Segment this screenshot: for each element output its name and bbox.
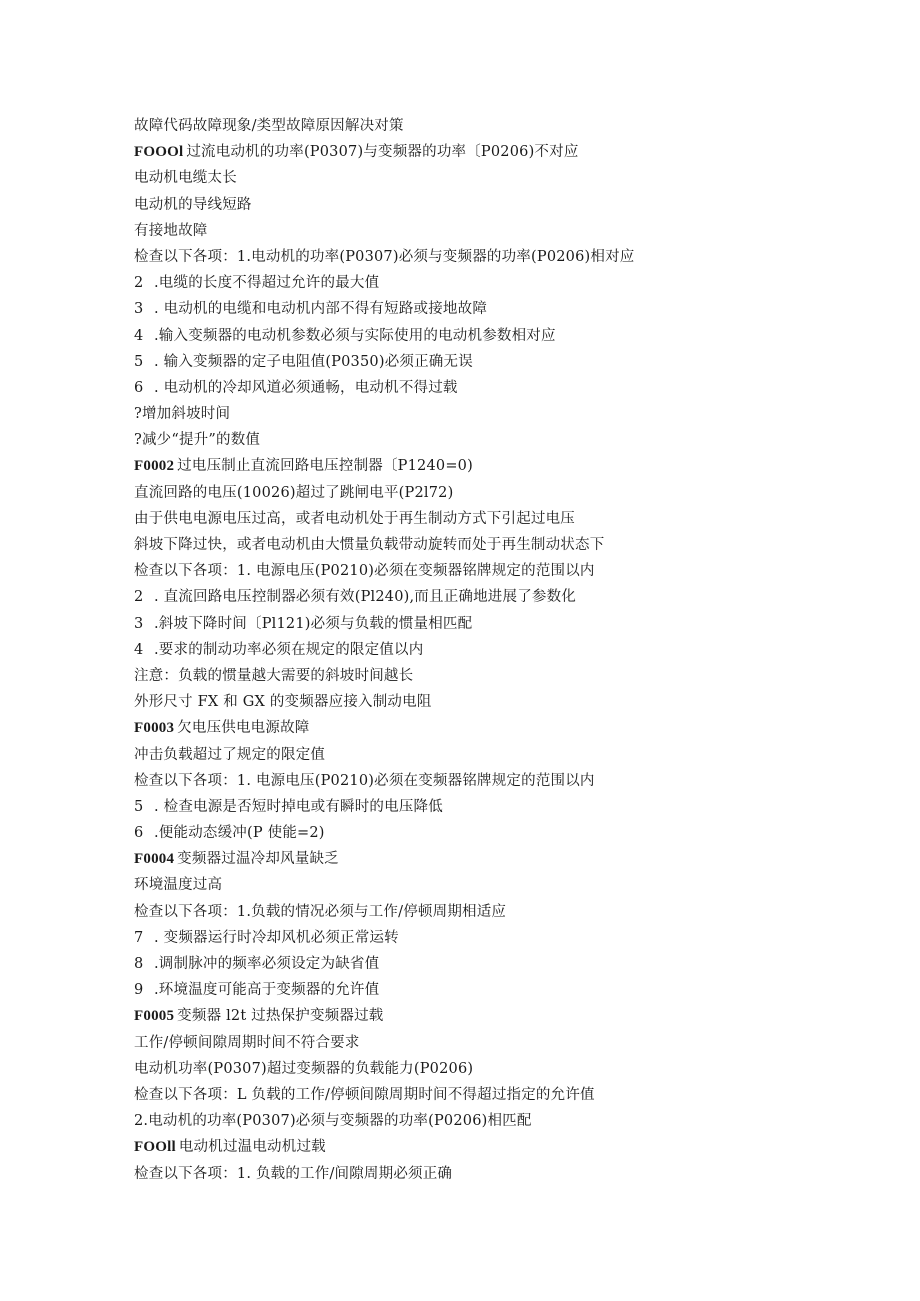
item-number: 7: [134, 929, 144, 946]
fault-code: FOOOl: [134, 144, 184, 161]
item-number: 6: [134, 825, 144, 842]
numbered-item: [134, 951, 854, 977]
text-line: 直流回路的电压(10026)超过了跳闸电平(P2l72): [134, 484, 454, 501]
text-line: ?减少“提升”的数值: [134, 432, 261, 449]
numbered-item: [134, 349, 854, 375]
text-line: 检查以下各项：1.电动机的功率(P0307)必须与变频器的功率(P0206)相对应: [134, 248, 635, 265]
numbered-item: [134, 323, 854, 349]
fault-description: 变频器 l2t 过热保护变频器过载: [177, 1008, 384, 1025]
fault-code-line: [134, 846, 854, 872]
numbered-item: [134, 925, 854, 951]
item-number: 4: [134, 327, 144, 344]
item-text: .要求的制动功率必须在规定的限定值以内: [154, 641, 424, 658]
item-number: 5: [134, 798, 144, 815]
text-line: 故障代码故障现象/类型故障原因解决对策: [134, 118, 404, 134]
numbered-item: [134, 820, 854, 846]
item-text: .便能动态缓冲(P 使能=2): [154, 825, 325, 842]
numbered-item: [134, 794, 854, 820]
numbered-item: [134, 375, 854, 401]
text-line: 电动机功率(P0307)超过变频器的负载能力(P0206): [134, 1060, 474, 1077]
item-number: 2: [134, 589, 144, 606]
fault-description: 变频器过温冷却风量缺乏: [177, 851, 339, 868]
text-line: 电动机的导线短路: [134, 196, 252, 213]
text-line: 检查以下各项：1.负载的情况必须与工作/停顿周期相适应: [134, 903, 507, 920]
item-text: .斜坡下降时间〔Pl121)必须与负载的惯量相匹配: [154, 615, 473, 632]
item-text: . 电动机的电缆和电动机内部不得有短路或接地故障: [154, 301, 488, 318]
fault-code-line: [134, 453, 854, 479]
item-text: . 检查电源是否短时掉电或有瞬时的电压降低: [154, 798, 443, 815]
item-text: . 输入变频器的定子电阻值(P0350)必须正确无误: [154, 353, 473, 370]
fault-code: F0002: [134, 458, 175, 475]
text-line: 2.电动机的功率(P0307)必须与变频器的功率(P0206)相匹配: [134, 1113, 532, 1130]
item-text: .电缆的长度不得超过允许的最大值: [154, 275, 380, 292]
fault-code-line: [134, 1003, 854, 1029]
fault-code: F0003: [134, 720, 175, 737]
numbered-item: [134, 637, 854, 663]
item-text: .调制脉冲的频率必须设定为缺省值: [154, 956, 380, 972]
item-number: 4: [134, 641, 144, 658]
text-line: 有接地故障: [134, 222, 208, 239]
text-line: 检查以下各项：1. 电源电压(P0210)必须在变频器铭牌规定的范围以内: [134, 772, 595, 789]
text-line: 外形尺寸 FX 和 GX 的变频器应接入制动电阻: [134, 694, 432, 711]
text-line: 注意：负载的惯量越大需要的斜坡时间越长: [134, 667, 414, 684]
fault-description: 过流电动机的功率(P0307)与变频器的功率〔P0206)不对应: [186, 144, 579, 161]
item-number: 2: [134, 275, 144, 292]
item-text: .环境温度可能高于变频器的允许值: [154, 982, 380, 999]
fault-code-line: [134, 715, 854, 741]
item-number: 3: [134, 301, 144, 318]
item-number: 9: [134, 982, 144, 999]
fault-description: 电动机过温电动机过载: [178, 1139, 326, 1156]
numbered-item: [134, 296, 854, 322]
document-body: [134, 113, 854, 1187]
fault-code: F0004: [134, 851, 175, 868]
item-number: 5: [134, 353, 144, 370]
text-line: 检查以下各项：1. 电源电压(P0210)必须在变频器铭牌规定的范围以内: [134, 563, 595, 580]
fault-description: 过电压制止直流回路电压控制器〔P1240=0): [177, 458, 473, 475]
numbered-item: [134, 270, 854, 296]
numbered-item: [134, 584, 854, 610]
item-number: 8: [134, 956, 144, 972]
numbered-item: [134, 977, 854, 1003]
item-number: 3: [134, 615, 144, 632]
item-text: .输入变频器的电动机参数必须与实际使用的电动机参数相对应: [154, 327, 556, 344]
text-line: 冲击负载超过了规定的限定值: [134, 746, 326, 763]
text-line: 工作/停顿间隙周期时间不符合要求: [134, 1034, 360, 1051]
fault-description: 欠电压供电电源故障: [177, 720, 310, 737]
fault-code-line: [134, 1134, 854, 1160]
text-line: 环境温度过高: [134, 877, 223, 894]
text-line: 检查以下各项：L 负载的工作/停顿间隙周期时间不得超过指定的允许值: [134, 1086, 595, 1103]
item-text: . 直流回路电压控制器必须有效(Pl240),而且正确地进展了参数化: [154, 589, 577, 606]
fault-code: F0005: [134, 1008, 175, 1025]
text-line: 斜坡下降过快，或者电动机由大惯量负载带动旋转而处于再生制动状态下: [134, 537, 605, 553]
text-line: 电动机电缆太长: [134, 170, 237, 187]
item-number: 6: [134, 379, 144, 396]
item-text: . 变频器运行时冷却风机必须正常运转: [154, 929, 399, 946]
item-text: . 电动机的冷却风道必须通畅，电动机不得过载: [154, 379, 458, 396]
text-line: 由于供电电源电压过高，或者电动机处于再生制动方式下引起过电压: [134, 510, 575, 527]
fault-code: FOOll: [134, 1139, 176, 1156]
fault-code-line: [134, 139, 854, 165]
text-line: ?增加斜坡时间: [134, 406, 231, 423]
text-line: 检查以下各项：1. 负载的工作/间隙周期必须正确: [134, 1165, 453, 1182]
numbered-item: [134, 611, 854, 637]
